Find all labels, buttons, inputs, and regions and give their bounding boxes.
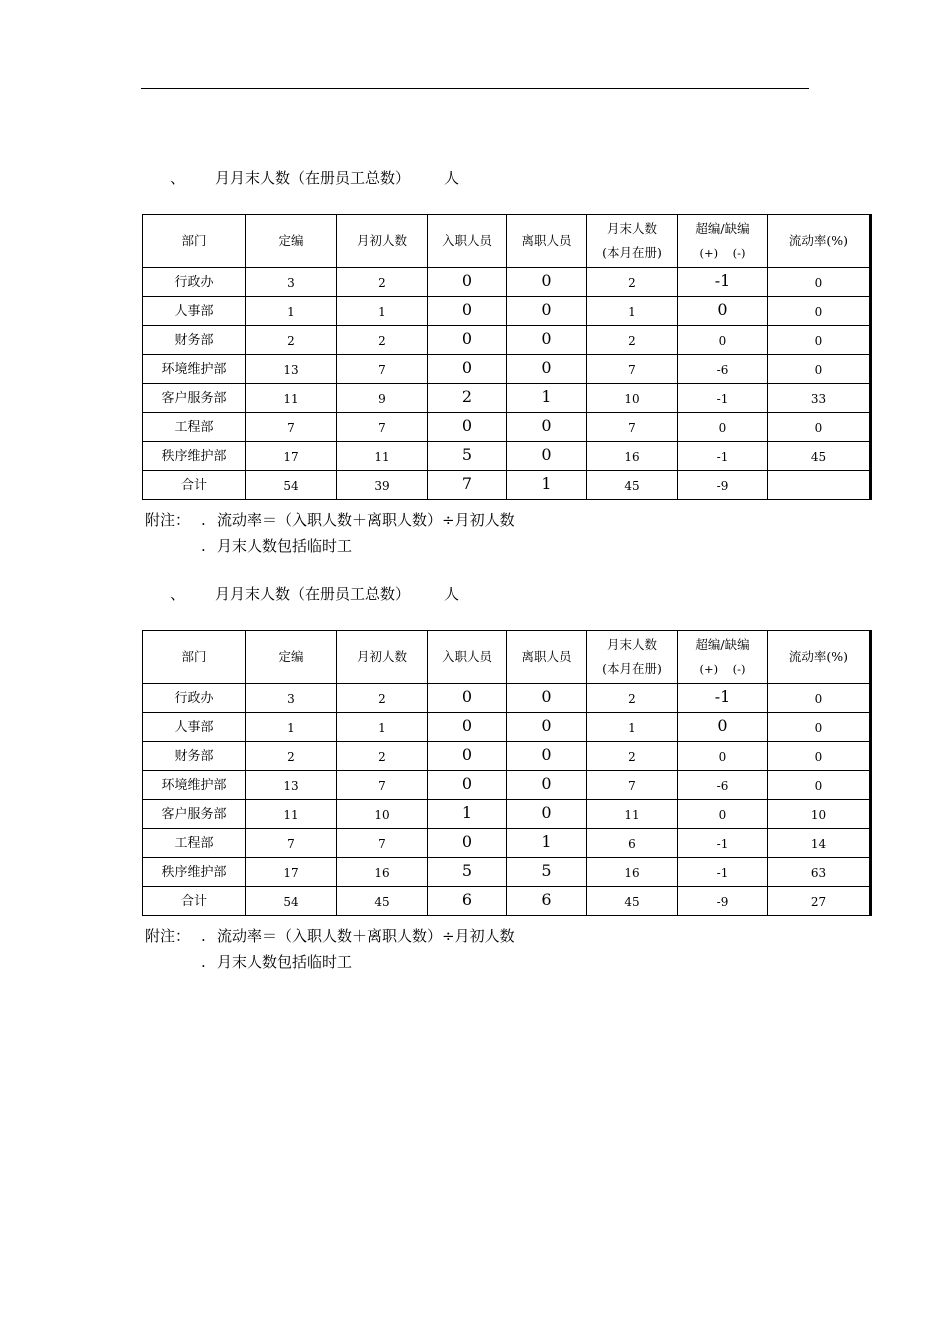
col-turnover-rate: 流动率(%) bbox=[768, 215, 871, 268]
cell-end-count: 16 bbox=[587, 858, 678, 887]
table-row bbox=[143, 413, 871, 442]
cell-start-count: 2 bbox=[337, 268, 428, 297]
cell-department: 人事部 bbox=[143, 713, 246, 742]
cell-end-count: 2 bbox=[587, 326, 678, 355]
cell-left: 6 bbox=[507, 887, 587, 916]
header-row bbox=[143, 631, 871, 684]
cell-hired: 5 bbox=[428, 858, 507, 887]
cell-turnover-rate: 0 bbox=[768, 684, 871, 713]
cell-turnover-rate: 14 bbox=[768, 829, 871, 858]
table-row bbox=[143, 858, 871, 887]
cell-start-count: 9 bbox=[337, 384, 428, 413]
cell-quota: 17 bbox=[246, 858, 337, 887]
note-line-2 bbox=[145, 533, 515, 559]
cell-hired: 6 bbox=[428, 887, 507, 916]
table-row bbox=[143, 684, 871, 713]
cell-department: 客户服务部 bbox=[143, 800, 246, 829]
col-department: 部门 bbox=[143, 631, 246, 684]
cell-end-count: 10 bbox=[587, 384, 678, 413]
cell-department: 工程部 bbox=[143, 829, 246, 858]
heading-unit: 人 bbox=[444, 169, 460, 187]
section-2-heading bbox=[170, 584, 459, 604]
cell-start-count: 39 bbox=[337, 471, 428, 500]
cell-department: 行政办 bbox=[143, 684, 246, 713]
cell-department: 行政办 bbox=[143, 268, 246, 297]
cell-department: 环境维护部 bbox=[143, 771, 246, 800]
cell-start-count: 7 bbox=[337, 771, 428, 800]
table-row bbox=[143, 355, 871, 384]
cell-end-count: 1 bbox=[587, 297, 678, 326]
cell-hired: 7 bbox=[428, 471, 507, 500]
cell-end-count: 45 bbox=[587, 471, 678, 500]
col-left: 离职人员 bbox=[507, 215, 587, 268]
cell-hired: 0 bbox=[428, 297, 507, 326]
cell-department: 秩序维护部 bbox=[143, 442, 246, 471]
cell-quota: 11 bbox=[246, 800, 337, 829]
cell-department: 客户服务部 bbox=[143, 384, 246, 413]
cell-end-count: 2 bbox=[587, 684, 678, 713]
cell-department: 秩序维护部 bbox=[143, 858, 246, 887]
cell-left: 0 bbox=[507, 355, 587, 384]
note-line-2 bbox=[145, 949, 515, 975]
col-quota: 定编 bbox=[246, 631, 337, 684]
heading-unit: 人 bbox=[444, 585, 460, 603]
cell-quota: 54 bbox=[246, 471, 337, 500]
note-line-1 bbox=[145, 507, 515, 533]
cell-over-short: -1 bbox=[678, 858, 768, 887]
col-hired: 入职人员 bbox=[428, 631, 507, 684]
cell-turnover-rate: 0 bbox=[768, 771, 871, 800]
cell-quota: 13 bbox=[246, 771, 337, 800]
heading-text: 月月末人数（在册员工总数） bbox=[215, 585, 411, 603]
cell-left: 0 bbox=[507, 713, 587, 742]
table-row bbox=[143, 384, 871, 413]
cell-department: 人事部 bbox=[143, 297, 246, 326]
table-row bbox=[143, 800, 871, 829]
section-1-heading bbox=[170, 168, 459, 188]
cell-turnover-rate: 0 bbox=[768, 268, 871, 297]
col-end-count-line2: (本月在册) bbox=[602, 245, 662, 260]
col-over-short-line1: 超编/缺编 bbox=[695, 637, 750, 652]
cell-turnover-rate: 45 bbox=[768, 442, 871, 471]
cell-quota: 1 bbox=[246, 713, 337, 742]
cell-turnover-rate: 0 bbox=[768, 713, 871, 742]
col-end-count bbox=[587, 215, 678, 268]
cell-over-short: -1 bbox=[678, 684, 768, 713]
cell-hired: 0 bbox=[428, 326, 507, 355]
cell-over-short: 0 bbox=[678, 713, 768, 742]
table-row bbox=[143, 268, 871, 297]
col-over-short bbox=[678, 215, 768, 268]
cell-over-short: -1 bbox=[678, 384, 768, 413]
heading-number: 、 bbox=[170, 585, 186, 603]
cell-turnover-rate: 63 bbox=[768, 858, 871, 887]
col-start-count: 月初人数 bbox=[337, 215, 428, 268]
cell-start-count: 7 bbox=[337, 829, 428, 858]
table-row bbox=[143, 742, 871, 771]
cell-over-short: 0 bbox=[678, 742, 768, 771]
cell-left: 0 bbox=[507, 442, 587, 471]
cell-turnover-rate: 10 bbox=[768, 800, 871, 829]
cell-hired: 5 bbox=[428, 442, 507, 471]
cell-over-short: 0 bbox=[678, 297, 768, 326]
col-end-count-line2: (本月在册) bbox=[602, 661, 662, 676]
cell-left: 0 bbox=[507, 684, 587, 713]
cell-end-count: 45 bbox=[587, 887, 678, 916]
note-text-1: 流动率＝（入职人数＋离职人数）÷月初人数 bbox=[217, 927, 515, 945]
cell-turnover-rate bbox=[768, 471, 871, 500]
cell-department: 工程部 bbox=[143, 413, 246, 442]
cell-quota: 13 bbox=[246, 355, 337, 384]
cell-department: 财务部 bbox=[143, 326, 246, 355]
cell-over-short: -9 bbox=[678, 887, 768, 916]
cell-department: 环境维护部 bbox=[143, 355, 246, 384]
cell-quota: 2 bbox=[246, 326, 337, 355]
table-body bbox=[143, 268, 871, 500]
staff-table-1 bbox=[142, 214, 872, 500]
top-rule bbox=[141, 88, 809, 89]
table-row bbox=[143, 442, 871, 471]
col-over-short bbox=[678, 631, 768, 684]
cell-start-count: 1 bbox=[337, 297, 428, 326]
cell-hired: 0 bbox=[428, 413, 507, 442]
cell-turnover-rate: 0 bbox=[768, 742, 871, 771]
table-row bbox=[143, 771, 871, 800]
cell-left: 0 bbox=[507, 771, 587, 800]
cell-start-count: 1 bbox=[337, 713, 428, 742]
cell-quota: 54 bbox=[246, 887, 337, 916]
cell-over-short: -6 bbox=[678, 771, 768, 800]
cell-hired: 0 bbox=[428, 713, 507, 742]
cell-end-count: 16 bbox=[587, 442, 678, 471]
cell-over-short: -6 bbox=[678, 355, 768, 384]
table-row bbox=[143, 887, 871, 916]
cell-turnover-rate: 27 bbox=[768, 887, 871, 916]
cell-quota: 7 bbox=[246, 829, 337, 858]
table-row bbox=[143, 829, 871, 858]
cell-hired: 0 bbox=[428, 355, 507, 384]
note-bullet: . bbox=[201, 537, 206, 555]
note-bullet: . bbox=[201, 953, 206, 971]
cell-over-short: 0 bbox=[678, 800, 768, 829]
cell-over-short: -1 bbox=[678, 442, 768, 471]
staff-table-2 bbox=[142, 630, 872, 916]
col-department: 部门 bbox=[143, 215, 246, 268]
cell-end-count: 2 bbox=[587, 742, 678, 771]
cell-hired: 0 bbox=[428, 771, 507, 800]
cell-end-count: 6 bbox=[587, 829, 678, 858]
table-row bbox=[143, 713, 871, 742]
cell-hired: 2 bbox=[428, 384, 507, 413]
cell-hired: 0 bbox=[428, 829, 507, 858]
heading-text: 月月末人数（在册员工总数） bbox=[215, 169, 411, 187]
cell-department: 合计 bbox=[143, 887, 246, 916]
col-start-count: 月初人数 bbox=[337, 631, 428, 684]
col-over-short-line2: (+) (-) bbox=[699, 246, 746, 260]
cell-end-count: 2 bbox=[587, 268, 678, 297]
cell-start-count: 2 bbox=[337, 684, 428, 713]
note-label: 附注： bbox=[145, 927, 191, 945]
cell-left: 0 bbox=[507, 742, 587, 771]
col-end-count-line1: 月末人数 bbox=[606, 637, 657, 652]
col-over-short-line1: 超编/缺编 bbox=[695, 221, 750, 236]
col-end-count-line1: 月末人数 bbox=[606, 221, 657, 236]
cell-quota: 1 bbox=[246, 297, 337, 326]
cell-end-count: 1 bbox=[587, 713, 678, 742]
note-text-2: 月末人数包括临时工 bbox=[217, 953, 353, 971]
cell-turnover-rate: 0 bbox=[768, 297, 871, 326]
cell-hired: 0 bbox=[428, 268, 507, 297]
header-row bbox=[143, 215, 871, 268]
cell-left: 0 bbox=[507, 413, 587, 442]
cell-over-short: 0 bbox=[678, 326, 768, 355]
cell-quota: 17 bbox=[246, 442, 337, 471]
heading-number: 、 bbox=[170, 169, 186, 187]
cell-over-short: -9 bbox=[678, 471, 768, 500]
cell-start-count: 45 bbox=[337, 887, 428, 916]
col-end-count bbox=[587, 631, 678, 684]
cell-end-count: 7 bbox=[587, 771, 678, 800]
cell-quota: 11 bbox=[246, 384, 337, 413]
table-row bbox=[143, 297, 871, 326]
col-turnover-rate: 流动率(%) bbox=[768, 631, 871, 684]
cell-left: 1 bbox=[507, 471, 587, 500]
col-quota: 定编 bbox=[246, 215, 337, 268]
cell-start-count: 16 bbox=[337, 858, 428, 887]
cell-turnover-rate: 33 bbox=[768, 384, 871, 413]
section-1-notes bbox=[145, 507, 515, 559]
cell-start-count: 10 bbox=[337, 800, 428, 829]
cell-end-count: 11 bbox=[587, 800, 678, 829]
note-text-1: 流动率＝（入职人数＋离职人数）÷月初人数 bbox=[217, 511, 515, 529]
cell-hired: 0 bbox=[428, 684, 507, 713]
cell-start-count: 2 bbox=[337, 742, 428, 771]
cell-department: 合计 bbox=[143, 471, 246, 500]
cell-quota: 3 bbox=[246, 268, 337, 297]
cell-turnover-rate: 0 bbox=[768, 326, 871, 355]
cell-quota: 2 bbox=[246, 742, 337, 771]
cell-end-count: 7 bbox=[587, 355, 678, 384]
table-body bbox=[143, 684, 871, 916]
cell-left: 1 bbox=[507, 384, 587, 413]
col-hired: 入职人员 bbox=[428, 215, 507, 268]
cell-left: 0 bbox=[507, 800, 587, 829]
cell-over-short: -1 bbox=[678, 268, 768, 297]
cell-turnover-rate: 0 bbox=[768, 413, 871, 442]
note-label: 附注： bbox=[145, 511, 191, 529]
col-left: 离职人员 bbox=[507, 631, 587, 684]
cell-start-count: 2 bbox=[337, 326, 428, 355]
section-2-notes bbox=[145, 923, 515, 975]
cell-start-count: 7 bbox=[337, 413, 428, 442]
table-row bbox=[143, 326, 871, 355]
note-line-1 bbox=[145, 923, 515, 949]
cell-left: 5 bbox=[507, 858, 587, 887]
cell-quota: 7 bbox=[246, 413, 337, 442]
cell-start-count: 7 bbox=[337, 355, 428, 384]
col-over-short-line2: (+) (-) bbox=[699, 662, 746, 676]
cell-over-short: 0 bbox=[678, 413, 768, 442]
cell-hired: 0 bbox=[428, 742, 507, 771]
cell-quota: 3 bbox=[246, 684, 337, 713]
cell-left: 0 bbox=[507, 268, 587, 297]
cell-turnover-rate: 0 bbox=[768, 355, 871, 384]
note-bullet: . bbox=[201, 927, 206, 945]
cell-hired: 1 bbox=[428, 800, 507, 829]
cell-left: 0 bbox=[507, 326, 587, 355]
cell-left: 1 bbox=[507, 829, 587, 858]
cell-end-count: 7 bbox=[587, 413, 678, 442]
cell-department: 财务部 bbox=[143, 742, 246, 771]
cell-over-short: -1 bbox=[678, 829, 768, 858]
cell-left: 0 bbox=[507, 297, 587, 326]
note-bullet: . bbox=[201, 511, 206, 529]
table-row bbox=[143, 471, 871, 500]
cell-start-count: 11 bbox=[337, 442, 428, 471]
note-text-2: 月末人数包括临时工 bbox=[217, 537, 353, 555]
